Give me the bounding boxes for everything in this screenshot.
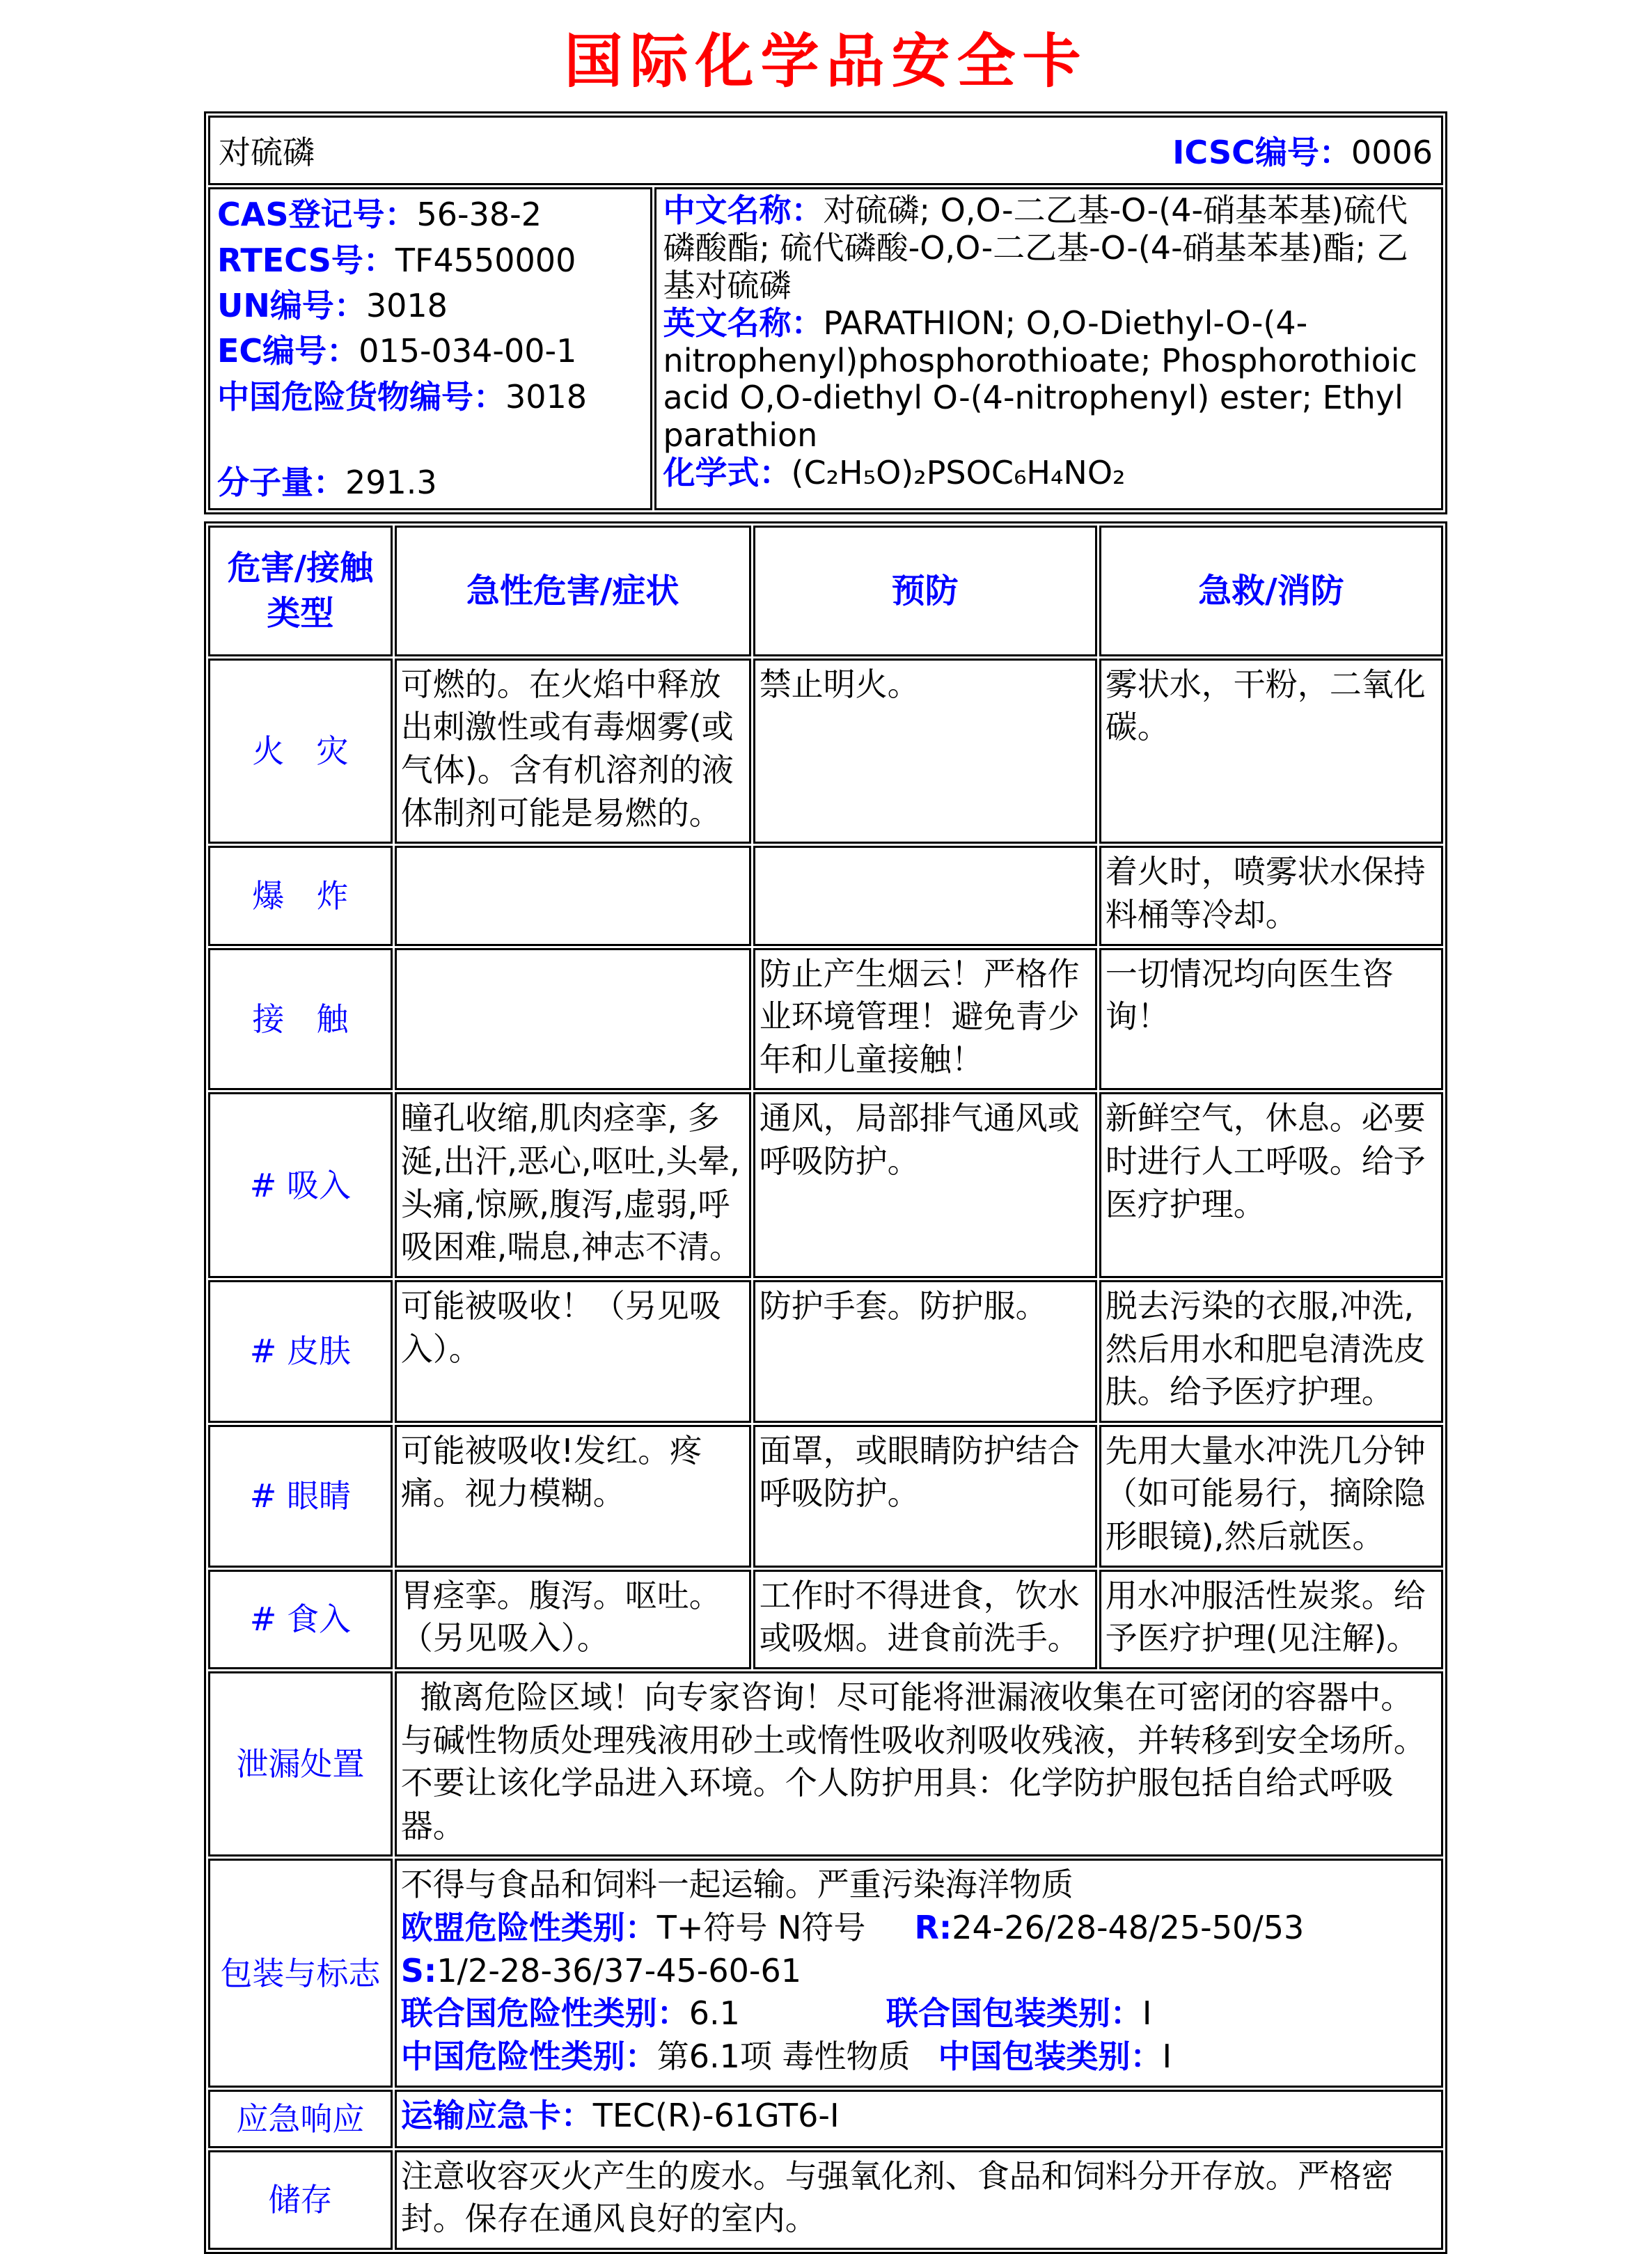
eyes-row xyxy=(208,1425,1443,1568)
un-number-label: UN编号： xyxy=(217,287,366,325)
cn-packing-group-label: 中国包装类别： xyxy=(938,2037,1163,2075)
icsc-number-label: ICSC编号： xyxy=(1172,134,1351,172)
header-firstaid-firefighting: 急救/消防 xyxy=(1099,526,1443,656)
ingestion-response: 用水冲服活性炭浆。给予医疗护理(见注解)。 xyxy=(1099,1570,1443,1669)
exposure-row-label: 接 触 xyxy=(208,948,393,1091)
hazard-table xyxy=(204,521,1447,2254)
inhalation-response: 新鲜空气，休息。必要时进行人工呼吸。给予医疗护理。 xyxy=(1099,1092,1443,1278)
un-packing-group-value: I xyxy=(1142,1994,1152,2033)
packaging-transport-note: 不得与食品和饲料一起运输。严重污染海洋物质 xyxy=(400,1866,1073,1904)
skin-row xyxy=(208,1280,1443,1423)
rtecs-number-value: TF4550000 xyxy=(395,241,576,279)
storage-row xyxy=(208,2150,1443,2250)
cn-packing-group-value: I xyxy=(1162,2037,1172,2075)
molecular-weight-value: 291.3 xyxy=(345,463,437,501)
un-packing-group-label: 联合国包装类别： xyxy=(886,1994,1142,2033)
inhalation-row-label: # 吸入 xyxy=(208,1092,393,1278)
fire-row xyxy=(208,659,1443,844)
english-name-value: PARATHION; O,O-Diethyl-O-(4-nitrophenyl)phosphorothioate; Phosphorothioic acid O,O-diethyl O-(4-nitrophenyl) ester; Ethyl parathion xyxy=(663,304,1417,455)
explosion-row xyxy=(208,846,1443,945)
spill-disposal-row-label: 泄漏处置 xyxy=(208,1671,393,1857)
inhalation-symptoms: 瞳孔收缩,肌肉痉挛, 多涎,出汗,恶心,呕吐,头晕,头痛,惊厥,腹泻,虚弱,呼吸困难,喘息,神志不清。 xyxy=(395,1092,751,1278)
cn-hazard-class-label: 中国危险性类别： xyxy=(400,2037,657,2075)
chemical-formula-line xyxy=(663,455,1434,492)
r-phrases-value: 24-26/28-48/25-50/53 xyxy=(952,1909,1305,1947)
packaging-labelling-content xyxy=(395,1859,1443,2087)
molecular-weight-label: 分子量： xyxy=(217,463,345,501)
cas-number-line xyxy=(217,192,643,237)
molecular-weight-line xyxy=(217,460,643,505)
chinese-name-value: 对硫磷; O,O-二乙基-O-(4-硝基苯基)硫代磷酸酯; 硫代磷酸-O,O-二乙基-O-(4-硝基苯基)酯; 乙基对硫磷 xyxy=(663,191,1408,305)
substance-header-cell xyxy=(208,116,1443,185)
rtecs-number-label: RTECS号： xyxy=(217,241,395,279)
un-hazard-class-value: 6.1 xyxy=(689,1994,740,2033)
icsc-number-group xyxy=(1172,127,1433,173)
un-class-line xyxy=(401,1992,1435,2035)
eu-hazard-class-line xyxy=(401,1907,1435,1992)
exposure-prevention: 防止产生烟云！严格作业环境管理！避免青少年和儿童接触！ xyxy=(753,948,1097,1091)
substance-header-row xyxy=(208,116,1443,185)
exposure-response: 一切情况均向医生咨询！ xyxy=(1099,948,1443,1091)
explosion-row-label: 爆 炸 xyxy=(208,846,393,945)
ec-number-line xyxy=(217,329,643,374)
icsc-number-value: 0006 xyxy=(1351,134,1433,172)
ec-number-label: EC编号： xyxy=(217,332,359,370)
spill-disposal-row xyxy=(208,1671,1443,1857)
cn-class-line xyxy=(401,2035,1435,2079)
transport-emergency-card-label: 运输应急卡： xyxy=(400,2096,593,2134)
chemical-formula-value: (C₂H₅O)₂PSOC₆H₄NO₂ xyxy=(791,454,1126,492)
skin-response: 脱去污染的衣服,冲洗,然后用水和肥皂清洗皮肤。给予医疗护理。 xyxy=(1099,1280,1443,1423)
rtecs-number-line xyxy=(217,238,643,283)
header-acute-symptoms: 急性危害/症状 xyxy=(395,526,751,656)
emergency-response-row-label: 应急响应 xyxy=(208,2090,393,2148)
s-phrases-value: 1/2-28-36/37-45-60-61 xyxy=(436,1951,802,1989)
ec-number-value: 015-034-00-1 xyxy=(359,332,577,370)
packaging-labelling-row xyxy=(208,1859,1443,2087)
cn-hazard-class-value: 第6.1项 毒性物质 xyxy=(656,2037,911,2075)
un-number-value: 3018 xyxy=(365,287,448,325)
emergency-response-content xyxy=(395,2090,1443,2148)
substance-name: 对硫磷 xyxy=(219,134,315,172)
ingestion-prevention: 工作时不得进食，饮水或吸烟。进食前洗手。 xyxy=(753,1570,1097,1669)
registry-ids-cell xyxy=(208,187,652,510)
spill-disposal-content: 撤离危险区域！向专家咨询！尽可能将泄漏液收集在可密闭的容器中。与碱性物质处理残液用砂土或惰性吸收剂吸收残液，并转移到安全场所。不要让该化学品进入环境。个人防护用具：化学防护服包括自给式呼吸器。 xyxy=(395,1671,1443,1857)
fire-symptoms: 可燃的。在火焰中释放出刺激性或有毒烟雾(或气体)。含有机溶剂的液体制剂可能是易燃的。 xyxy=(395,659,751,844)
skin-symptoms: 可能被吸收！（另见吸入）。 xyxy=(395,1280,751,1423)
eyes-response: 先用大量水冲洗几分钟（如可能易行，摘除隐形眼镜),然后就医。 xyxy=(1099,1425,1443,1568)
skin-prevention: 防护手套。防护服。 xyxy=(753,1280,1097,1423)
china-dg-number-value: 3018 xyxy=(505,377,588,416)
chinese-name-label: 中文名称： xyxy=(663,191,824,230)
skin-row-label: # 皮肤 xyxy=(208,1280,393,1423)
fire-response: 雾状水，干粉，二氧化碳。 xyxy=(1099,659,1443,844)
cas-number-label: CAS登记号： xyxy=(217,196,417,234)
inhalation-row xyxy=(208,1092,1443,1278)
chinese-name-line xyxy=(663,192,1434,304)
storage-content: 注意收容灭火产生的废水。与强氧化剂、食品和饲料分开存放。严格密封。保存在通风良好的室内。 xyxy=(395,2150,1443,2250)
english-name-label: 英文名称： xyxy=(663,304,824,342)
hazard-header-row xyxy=(208,526,1443,656)
explosion-response: 着火时，喷雾状水保持料桶等冷却。 xyxy=(1099,846,1443,945)
r-phrases-label: R: xyxy=(914,1909,952,1947)
inhalation-prevention: 通风，局部排气通风或呼吸防护。 xyxy=(753,1092,1097,1278)
eu-hazard-class-label: 欧盟危险性类别： xyxy=(400,1909,657,1947)
english-name-line xyxy=(663,305,1434,455)
fire-row-label: 火 灾 xyxy=(208,659,393,844)
explosion-symptoms xyxy=(395,846,751,945)
fire-prevention: 禁止明火。 xyxy=(753,659,1097,844)
eyes-prevention: 面罩，或眼睛防护结合呼吸防护。 xyxy=(753,1425,1097,1568)
un-hazard-class-label: 联合国危险性类别： xyxy=(400,1994,689,2033)
china-dg-number-label: 中国危险货物编号： xyxy=(217,377,505,416)
transport-emergency-card-value: TEC(R)-61GT6-I xyxy=(592,2096,840,2134)
ingestion-symptoms: 胃痉挛。腹泻。呕吐。（另见吸入）。 xyxy=(395,1570,751,1669)
substance-info-table xyxy=(204,111,1447,514)
ingestion-row-label: # 食入 xyxy=(208,1570,393,1669)
cas-number-value: 56-38-2 xyxy=(416,196,542,234)
emergency-response-row xyxy=(208,2090,1443,2148)
china-dg-number-line xyxy=(217,375,643,420)
packaging-labelling-row-label: 包装与标志 xyxy=(208,1859,393,2087)
chemical-formula-label: 化学式： xyxy=(663,454,792,492)
storage-row-label: 储存 xyxy=(208,2150,393,2250)
header-hazard-type: 危害/接触类型 xyxy=(208,526,393,656)
page-title: 国际化学品安全卡 xyxy=(564,27,1088,95)
eyes-symptoms: 可能被吸收!发红。疼痛。视力模糊。 xyxy=(395,1425,751,1568)
eyes-row-label: # 眼睛 xyxy=(208,1425,393,1568)
eu-hazard-class-value: T+符号 N符号 xyxy=(656,1909,866,1947)
exposure-symptoms xyxy=(395,948,751,1091)
exposure-row xyxy=(208,948,1443,1091)
substance-names-cell xyxy=(654,187,1443,510)
ingestion-row xyxy=(208,1570,1443,1669)
un-number-line xyxy=(217,283,643,329)
substance-detail-row xyxy=(208,187,1443,510)
header-prevention: 预防 xyxy=(753,526,1097,656)
explosion-prevention xyxy=(753,846,1097,945)
s-phrases-label: S: xyxy=(400,1951,437,1989)
